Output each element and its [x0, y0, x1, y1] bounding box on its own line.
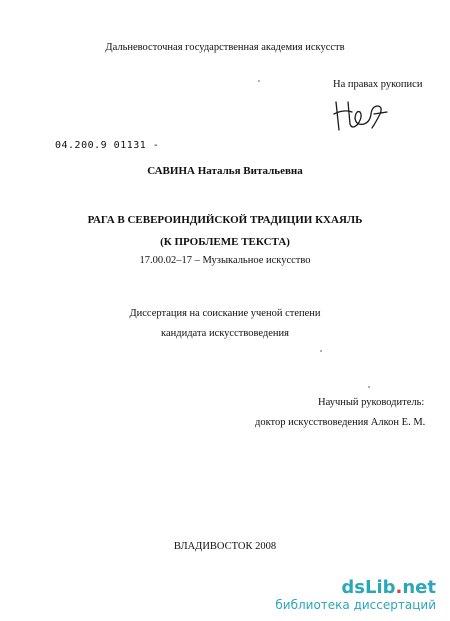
handwritten-signature: [330, 94, 392, 134]
supervisor-name: доктор искусствоведения Алкон Е. М.: [255, 417, 426, 428]
dslib-watermark: [275, 578, 436, 612]
author-name: САВИНА Наталья Витальевна: [147, 165, 303, 177]
city-year: ВЛАДИВОСТОК 2008: [173, 541, 277, 552]
degree-line-2: кандидата искусствоведения: [161, 328, 289, 339]
watermark-logo: dsLib.net: [341, 577, 436, 598]
archive-number-stamp: 04.200.9 01131 -: [55, 140, 160, 151]
rights-note: На правах рукописи: [333, 79, 423, 90]
watermark-subtitle: библиотека диссертаций: [275, 598, 436, 612]
scan-speck: [320, 350, 322, 352]
supervisor-label: Научный руководитель:: [318, 397, 425, 408]
dissertation-title-line-1: РАГА В СЕВЕРОИНДИЙСКОЙ ТРАДИЦИИ КХАЯЛЬ: [87, 214, 363, 226]
scan-speck: [368, 386, 370, 388]
institution-name: Дальневосточная государственная академия искусств: [105, 42, 345, 53]
dissertation-title-line-2: (К ПРОБЛЕМЕ ТЕКСТА): [160, 236, 290, 248]
degree-line-1: Диссертация на соискание ученой степени: [129, 308, 321, 319]
specialty-code: 17.00.02–17 – Музыкальное искусство: [139, 255, 311, 266]
scan-speck: [258, 80, 260, 82]
